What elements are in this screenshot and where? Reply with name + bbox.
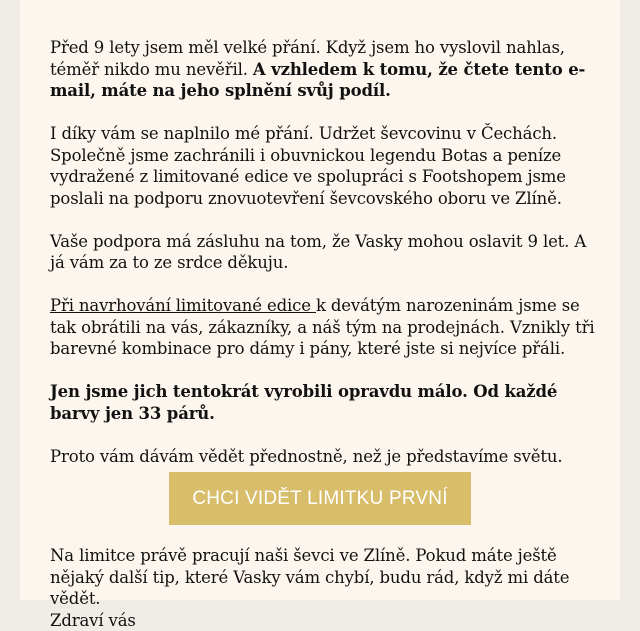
limited-edition-link[interactable]: Při navrhování limitované edice [50, 296, 316, 315]
paragraph-preview: Proto vám dávám vědět přednostně, než je představíme světu. [50, 446, 598, 468]
cta-button-label: CHCI VIDĚT LIMITKU PRVNÍ [192, 488, 447, 510]
paragraph-greeting: Zdraví vás [50, 610, 598, 631]
paragraph-closing: Na limitce právě pracují naši ševci ve Zlíně. Pokud máte ještě nějaký další tip, které Vasky vám chybí, budu rád, když mi dáte vědět. [50, 545, 598, 610]
paragraph-intro [50, 37, 598, 102]
design-text: k devátým narozeninám jsme se tak obrátili na vás, zákazníky, a náš tým na prodejnách. Vznikly tři barevné kombinace pro dámy i pány, které jste si nejvíce přáli. [50, 296, 594, 358]
paragraph-thanks: Vaše podpora má zásluhu na tom, že Vasky mohou oslavit 9 let. A já vám za to ze srdce děkuju. [50, 231, 598, 274]
intro-text: Před 9 lety jsem měl velké přání. Když jsem ho vyslovil nahlas, téměř nikdo mu nevěřil. [50, 38, 565, 79]
cta-button[interactable] [169, 472, 471, 525]
email-closing [50, 545, 598, 631]
intro-bold-text: A vzhledem k tomu, že čtete tento e-mail, máte na jeho splnění svůj podíl. [50, 60, 585, 101]
email-content [50, 37, 598, 489]
scarcity-bold-text: Jen jsme jich tentokrát vyrobili opravdu málo. Od každé barvy jen 33 párů. [50, 382, 557, 423]
paragraph-scarcity [50, 381, 598, 424]
email-body [20, 0, 620, 600]
paragraph-design [50, 295, 598, 360]
paragraph-wish: I díky vám se naplnilo mé přání. Udržet ševcovinu v Čechách. Společně jsme zachránili i obuvnickou legendu Botas a peníze vydražené z limitované edice ve spolupráci s Footshopem jsme poslali na podporu znovuotevření ševcovského oboru ve Zlíně. [50, 123, 598, 209]
